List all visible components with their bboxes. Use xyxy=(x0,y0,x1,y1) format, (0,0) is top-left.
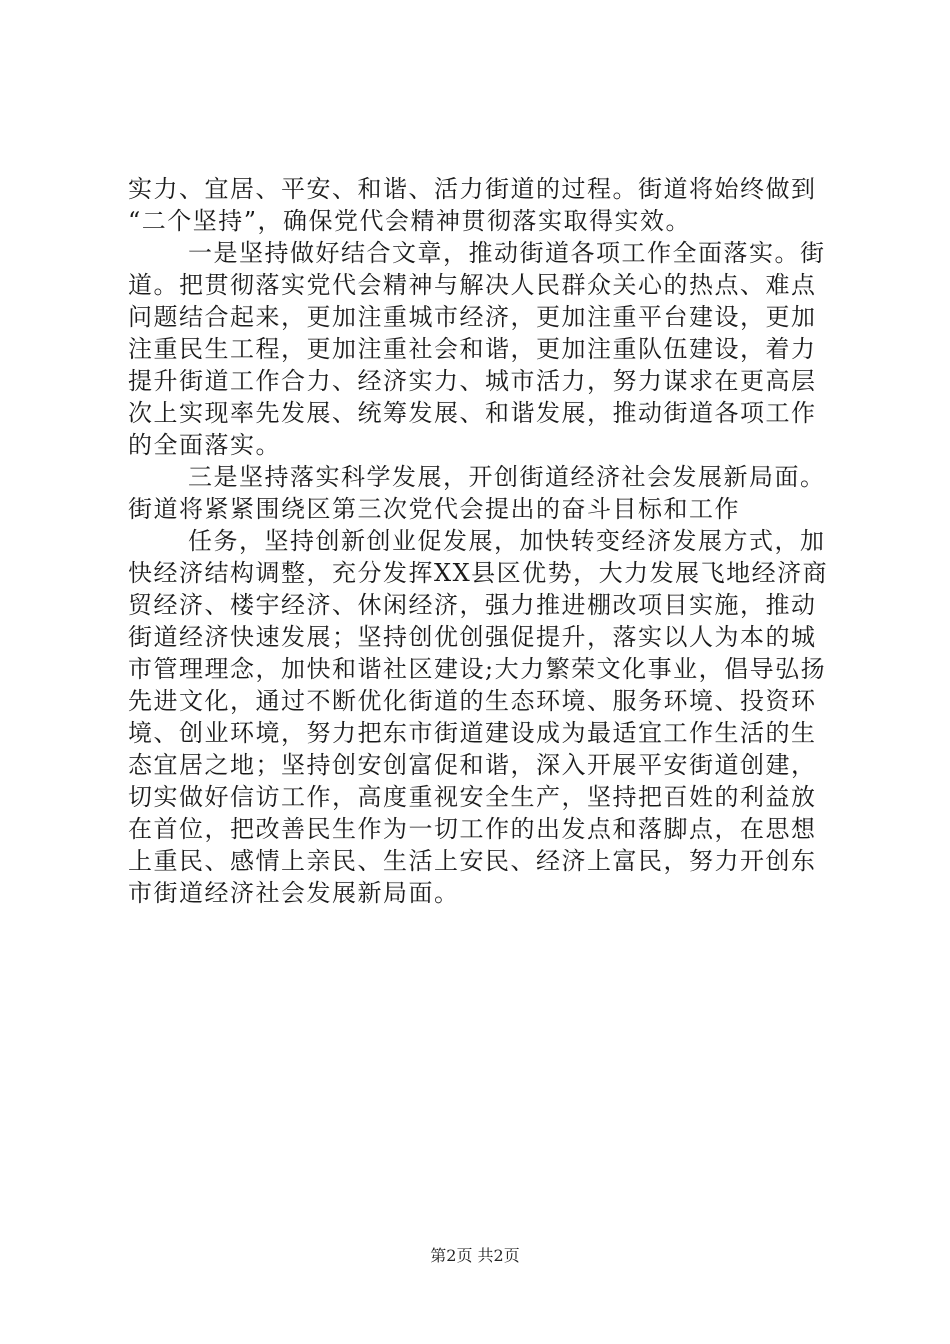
text-line: 态宜居之地；坚持创安创富促和谐，深入开展平安街道创建， xyxy=(128,751,817,779)
text-line: 切实做好信访工作，高度重视安全生产，坚持把百姓的利益放 xyxy=(128,783,817,811)
text-line: 提升街道工作合力、经济实力、城市活力，努力谋求在更高层 xyxy=(128,367,817,395)
text-line: 次上实现率先发展、统筹发展、和谐发展，推动街道各项工作 xyxy=(128,399,817,427)
page-footer: 第2页 共2页 xyxy=(430,1246,520,1265)
text-line: 街道经济快速发展；坚持创优创强促提升，落实以人为本的城 xyxy=(128,623,817,651)
text-line: 贸经济、楼宇经济、休闲经济，强力推进棚改项目实施，推动 xyxy=(128,591,817,619)
text-line: 注重民生工程，更加注重社会和谐，更加注重队伍建设，着力 xyxy=(128,335,817,363)
text-line: 的全面落实。 xyxy=(128,431,281,459)
text-line: 境、创业环境，努力把东市街道建设成为最适宜工作生活的生 xyxy=(128,719,817,747)
text-line: 快经济结构调整，充分发挥XX县区优势，大力发展飞地经济商 xyxy=(128,559,829,587)
text-line: 任务，坚持创新创业促发展，加快转变经济发展方式，加 xyxy=(188,527,826,555)
text-line: “二个坚持”，确保党代会精神贯彻落实取得实效。 xyxy=(128,207,692,235)
text-line: 上重民、感情上亲民、生活上安民、经济上富民，努力开创东 xyxy=(128,847,817,875)
text-line: 实力、宜居、平安、和谐、活力街道的过程。街道将始终做到 xyxy=(128,175,817,203)
body-text xyxy=(128,173,828,909)
text-line: 一是坚持做好结合文章，推动街道各项工作全面落实。街 xyxy=(188,239,826,267)
text-line: 问题结合起来，更加注重城市经济，更加注重平台建设，更加 xyxy=(128,303,817,331)
text-line: 三是坚持落实科学发展，开创街道经济社会发展新局面。 xyxy=(188,463,826,491)
text-line: 在首位，把改善民生作为一切工作的出发点和落脚点，在思想 xyxy=(128,815,817,843)
text-line: 街道将紧紧围绕区第三次党代会提出的奋斗目标和工作 xyxy=(128,495,740,523)
text-line: 先进文化，通过不断优化街道的生态环境、服务环境、投资环 xyxy=(128,687,817,715)
text-line: 市街道经济社会发展新局面。 xyxy=(128,879,460,907)
text-line: 市管理理念，加快和谐社区建设;大力繁荣文化事业，倡导弘扬 xyxy=(128,655,827,683)
text-line: 道。把贯彻落实党代会精神与解决人民群众关心的热点、难点 xyxy=(128,271,817,299)
